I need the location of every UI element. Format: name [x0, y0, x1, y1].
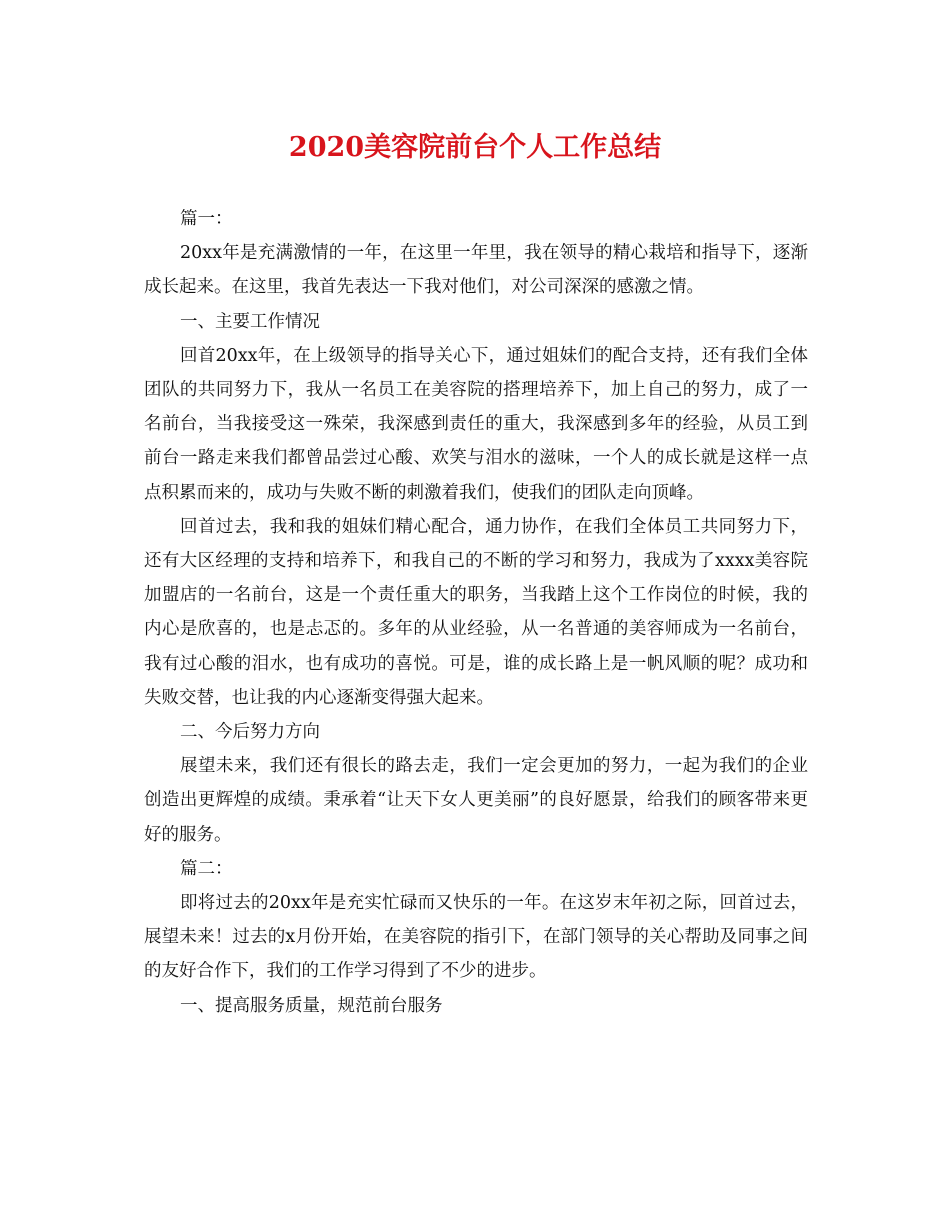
heading-service-quality: 一、提高服务质量，规范前台服务: [180, 995, 443, 1016]
paragraph-outlook: 展望未来，我们还有很长的路去走，我们一定会更加的努力，一起为我们的企业创造出更辉煌的成绩。秉承着“让天下女人更美丽”的良好愿景，给我们的顾客带来更好的服务。: [144, 756, 808, 845]
section-label-part-one: 篇一：: [180, 209, 233, 229]
paragraph-review-past: 回首过去，我和我的姐妹们精心配合，通力协作，在我们全体员工共同努力下，还有大区经理的支持和培养下，和我自己的不断的学习和努力，我成为了xxxx美容院加盟店的一名前台，这是一个责任重大的职务，当我踏上这个工作岗位的时候，我的内心是欣喜的，也是忐忑的。多年的从业经验，从一名普通的美容师成为一名前台，我有过心酸的泪水，也有成功的喜悦。可是，谁的成长路上是一帆风顺的呢？成功和失败交替，也让我的内心逐渐变得强大起来。: [144, 516, 808, 708]
document-title: 2020美容院前台个人工作总结: [288, 132, 662, 163]
paragraph-review-year: 回首20xx年，在上级领导的指导关心下，通过姐妹们的配合支持，还有我们全体团队的共同努力下，我从一名员工在美容院的搭理培养下，加上自己的努力，成了一名前台，当我接受这一殊荣，我深感到责任的重大，我深感到多年的经验，从员工到前台一路走来我们都曾品尝过心酸、欢笑与泪水的滋味，一个人的成长就是这样一点点积累而来的，成功与失败不断的刺激着我们，使我们的团队走向顶峰。: [144, 345, 808, 503]
heading-future-direction: 二、今后努力方向: [180, 722, 320, 743]
document-body: [144, 202, 808, 1023]
paragraph-year-summary: 即将过去的20xx年是充实忙碌而又快乐的一年。在这岁末年初之际，回首过去，展望未来！过去的x月份开始，在美容院的指引下，在部门领导的关心帮助及同事之间的友好合作下，我们的工作学习得到了不少的进步。: [144, 893, 808, 982]
paragraph-intro: 20xx年是充满激情的一年，在这里一年里，我在领导的精心栽培和指导下，逐渐成长起来。在这里，我首先表达一下我对他们，对公司深深的感激之情。: [144, 243, 808, 298]
heading-main-work: 一、主要工作情况: [180, 311, 320, 332]
section-label-part-two: 篇二：: [180, 858, 233, 879]
